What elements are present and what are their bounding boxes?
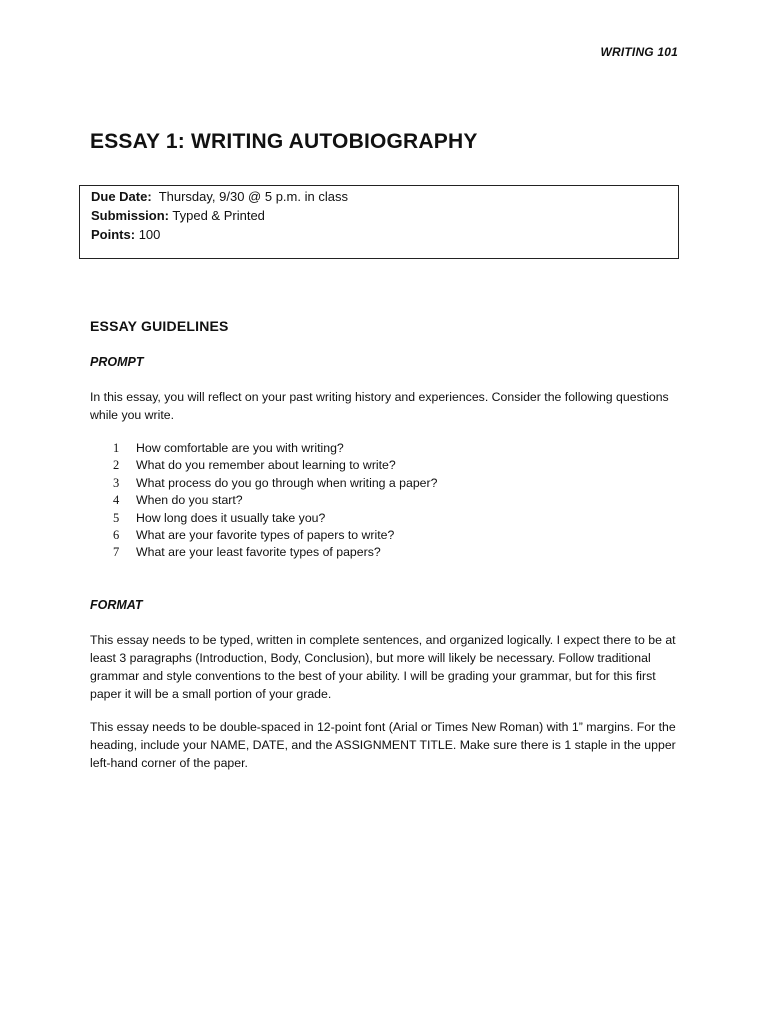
list-item-number: 3 (113, 475, 120, 490)
format-paragraph-2: This essay needs to be double-spaced in 12-point font (Arial or Times New Roman) with 1” margins. For the heading, include your NAME, DATE, and the ASSIGNMENT TITLE. Make sure there is 1 staple in the upper left-hand corner of the paper. (90, 720, 676, 770)
format-paragraph-1: This essay needs to be typed, written in complete sentences, and organized logically. I expect there to be at least 3 paragraphs (Introduction, Body, Conclusion), but more will likely be necessary. Follow traditional grammar and style conventions to the best of your ability. I will be grading your grammar, but for this first paper it will be a small portion of your grade. (90, 633, 676, 701)
question-list (90, 440, 437, 562)
points-label: Points: (91, 227, 136, 242)
list-item-text: How comfortable are you with writing? (136, 441, 344, 455)
format-heading: FORMAT (90, 598, 143, 612)
list-item (90, 544, 437, 561)
list-item-number: 2 (113, 458, 120, 473)
list-item-text: How long does it usually take you? (136, 510, 326, 525)
list-item-text: What are your favorite types of papers to write? (136, 528, 395, 543)
guidelines-heading: ESSAY GUIDELINES (90, 318, 229, 334)
due-date-label: Due Date: (91, 189, 152, 204)
submission-row (91, 206, 678, 225)
list-item-text: What process do you go through when writing a paper? (136, 475, 438, 490)
submission-label: Submission: (91, 208, 170, 223)
page-title: ESSAY 1: WRITING AUTOBIOGRAPHY (90, 130, 478, 153)
list-item (90, 527, 437, 544)
list-item-number: 6 (113, 528, 120, 543)
prompt-intro: In this essay, you will reflect on your past writing history and experiences. Consider the following questions while you write. (90, 390, 669, 422)
course-header: WRITING 101 (600, 45, 678, 59)
submission-value: Typed & Printed (172, 208, 265, 223)
list-item-number: 1 (113, 441, 120, 455)
list-item-number: 5 (113, 510, 120, 525)
points-row (91, 225, 678, 244)
due-date-row (91, 187, 678, 206)
assignment-info-box (79, 185, 679, 259)
list-item-text: When do you start? (136, 493, 243, 508)
list-item (90, 510, 437, 527)
due-date-value: Thursday, 9/30 @ 5 p.m. in class (158, 189, 348, 204)
list-item-number: 4 (113, 493, 120, 508)
points-value: 100 (138, 227, 161, 242)
list-item (90, 475, 437, 492)
list-item-text: What do you remember about learning to write? (136, 458, 396, 473)
list-item (90, 457, 437, 474)
list-item-text: What are your least favorite types of papers? (136, 545, 381, 560)
prompt-heading: PROMPT (90, 355, 144, 369)
list-item (90, 492, 437, 509)
list-item-number: 7 (113, 545, 120, 560)
list-item (90, 440, 437, 457)
